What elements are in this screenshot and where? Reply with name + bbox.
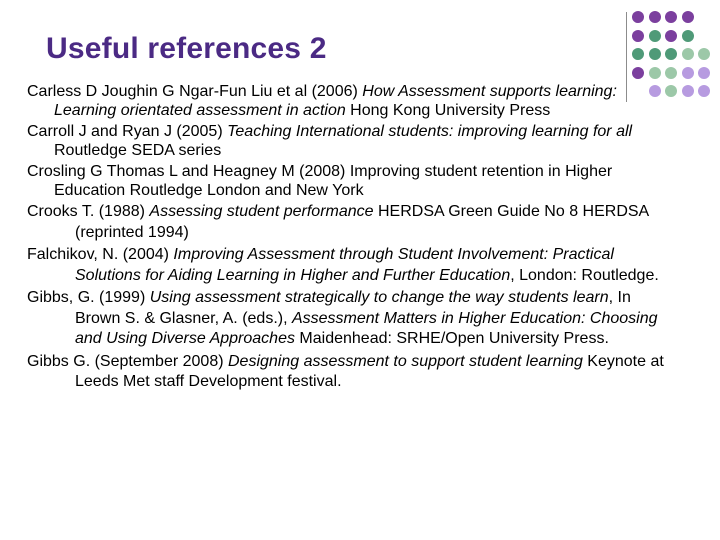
reference-title-italic: How Assessment supports learning: Learning orientated assessment in action xyxy=(54,83,617,119)
decorative-dot xyxy=(632,48,644,60)
reference-text: Gibbs G. (September 2008) xyxy=(27,352,228,370)
decorative-dot xyxy=(698,48,710,60)
reference-item xyxy=(27,288,677,350)
reference-title-italic: Assessing student performance xyxy=(149,203,374,220)
decorative-dot xyxy=(632,11,644,23)
decorative-dot xyxy=(665,67,677,79)
decorative-dot xyxy=(632,30,644,42)
reference-item xyxy=(27,245,677,286)
reference-item xyxy=(27,82,677,120)
reference-text: HERDSA Green Guide No 8 HERDSA (reprinted 1994) xyxy=(75,203,649,241)
reference-text: Crosling G Thomas L and Heagney M (2008) Improving student retention in Higher Education Routledge London and New York xyxy=(27,163,613,199)
reference-title-italic: Using assessment strategically to change the way students learn xyxy=(149,289,609,306)
decorative-dot xyxy=(649,67,661,79)
reference-title-italic: Designing assessment to support student learning xyxy=(227,352,583,370)
reference-text: Falchikov, N. (2004) xyxy=(27,246,174,263)
reference-text: Maidenhead: SRHE/Open University Press. xyxy=(294,330,609,347)
decorative-dot xyxy=(649,11,661,23)
reference-text: Keynote at Leeds Met staff Development festival. xyxy=(75,352,664,390)
reference-text: Routledge SEDA series xyxy=(54,142,222,159)
reference-text: , In Brown S. & Glasner, A. (eds.), xyxy=(75,289,631,327)
decorative-dot xyxy=(682,30,694,42)
reference-text: Carroll J and Ryan J (2005) xyxy=(27,123,228,140)
reference-item xyxy=(27,162,677,200)
decorative-dot xyxy=(682,11,694,23)
decorative-dot xyxy=(665,48,677,60)
reference-list xyxy=(27,82,677,393)
reference-text: Gibbs, G. (1999) xyxy=(27,289,150,306)
reference-title-italic: Teaching International students: improving learning for all xyxy=(227,123,633,140)
decorative-dot xyxy=(665,30,677,42)
decorative-dot xyxy=(665,11,677,23)
reference-item xyxy=(27,202,677,243)
decorative-dot xyxy=(698,67,710,79)
reference-text: Carless D Joughin G Ngar-Fun Liu et al (2006) xyxy=(27,83,363,100)
decorative-dot xyxy=(632,67,644,79)
reference-text: , London: Routledge. xyxy=(510,266,659,284)
reference-title-italic: Assessment Matters in Higher Education: Choosing and Using Diverse Approaches xyxy=(75,309,658,347)
slide-title: Useful references 2 xyxy=(46,32,327,65)
reference-item xyxy=(27,352,677,393)
decorative-dot xyxy=(649,48,661,60)
decorative-dot xyxy=(682,48,694,60)
reference-title-italic: Improving Assessment through Student Involvement: Practical Solutions for Aiding Learning in Higher and Further Education xyxy=(75,246,614,284)
reference-text: Crooks T. (1988) xyxy=(27,203,150,220)
reference-item xyxy=(27,122,677,160)
reference-text: Hong Kong University Press xyxy=(345,102,551,119)
decorative-dot xyxy=(698,85,710,97)
decorative-dot xyxy=(649,30,661,42)
decorative-dot xyxy=(682,67,694,79)
decorative-dot xyxy=(682,85,694,97)
